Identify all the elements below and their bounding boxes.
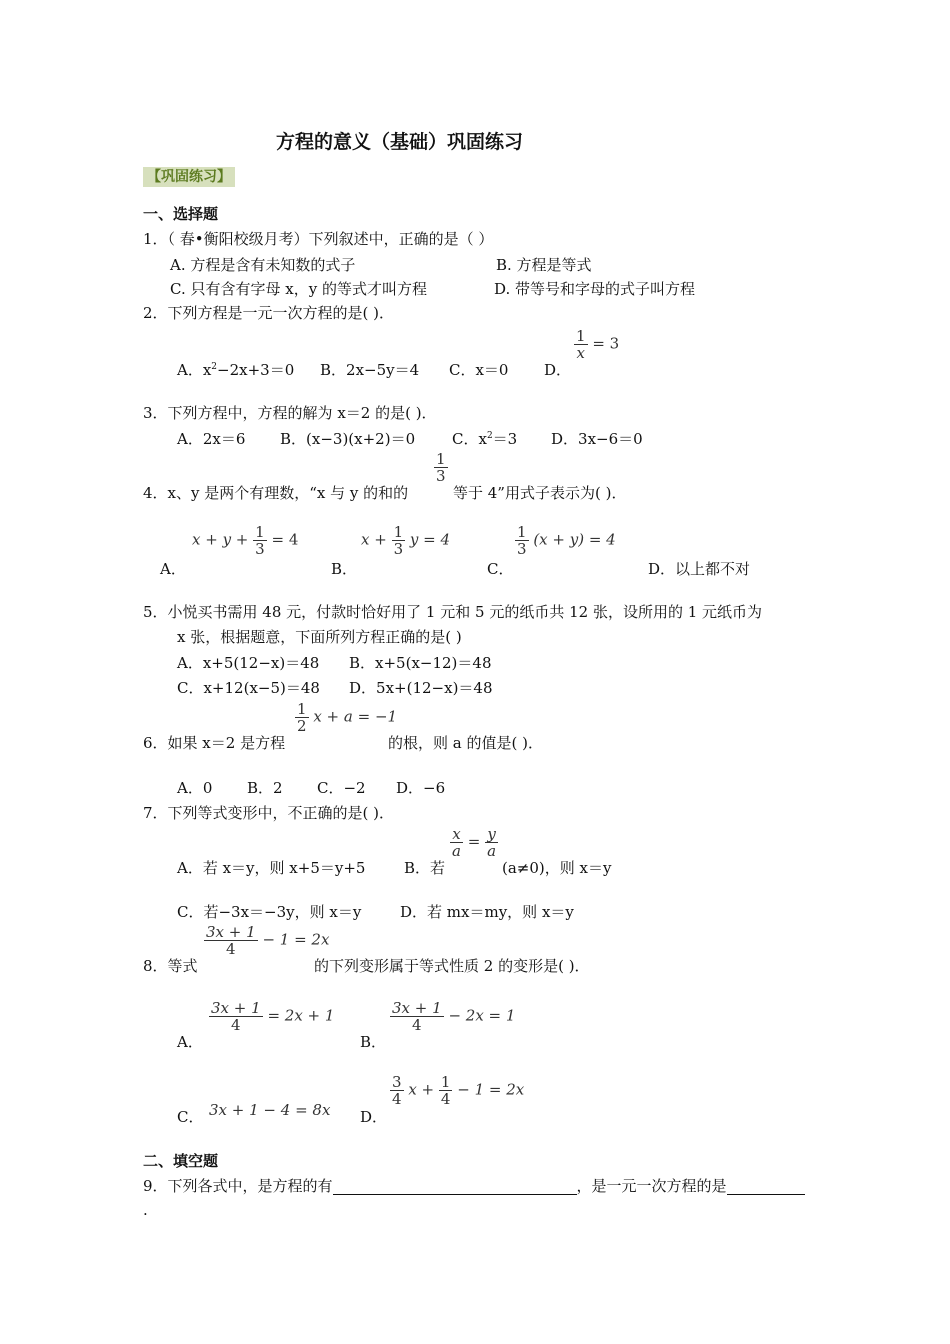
question-4-option-b-label: B．	[331, 560, 358, 578]
question-2-option-b: B．2x−5y＝4	[320, 361, 420, 379]
question-7-option-b-end: (a≠0)，则 x＝y	[502, 859, 612, 877]
question-5-stem-line-2: x 张，根据题意，下面所列方程正确的是( )	[177, 628, 462, 646]
question-9-period: .	[143, 1201, 148, 1219]
question-6-option-a: A．0	[177, 779, 213, 797]
question-8-stem-end: 的下列变形属于等式性质 2 的变形是( )．	[314, 957, 590, 975]
question-2-stem: 2．下列方程是一元一次方程的是( )．	[143, 304, 395, 322]
question-4-stem-fraction: $\frac{1}{3}$	[436, 450, 446, 485]
question-3-option-b: B．(x−3)(x+2)＝0	[280, 430, 416, 448]
question-5-option-c: C．x+12(x−5)＝48	[177, 679, 320, 697]
question-7-option-c: C．若−3x＝−3y，则 x＝y	[177, 903, 362, 921]
question-6-stem-start: 6．如果 x＝2 是方程	[143, 734, 286, 752]
question-7-option-a: A．若 x＝y，则 x+5＝y+5	[177, 859, 366, 877]
question-7-option-b-label: B．若	[404, 859, 446, 877]
question-8-equation: $\frac{3x + 1}{4}$ − 1 = 2x	[206, 923, 330, 958]
question-5-stem-line-1: 5．小悦买书需用 48 元，付款时恰好用了 1 元和 5 元的纸币共 12 张，设所用的 1 元纸币为	[143, 603, 763, 621]
question-9-blank-2[interactable]	[727, 1178, 805, 1195]
question-8-option-a-formula: $\frac{3x + 1}{4}$ = 2x + 1	[211, 999, 335, 1034]
question-3-option-d: D．3x−6＝0	[551, 430, 643, 448]
section-heading-fill-blank: 二、填空题	[143, 1152, 219, 1170]
question-3-stem: 3．下列方程中，方程的解为 x＝2 的是( )．	[143, 404, 437, 422]
question-3-option-a: A．2x＝6	[177, 430, 246, 448]
question-4-option-d: D．以上都不对	[648, 560, 751, 578]
question-5-option-b: B．x+5(x−12)＝48	[349, 654, 492, 672]
section-tag: 【巩固练习】	[143, 167, 235, 187]
question-8-option-d-formula: $\frac{3}{4}$ x + $\frac{1}{4}$ − 1 = 2x	[392, 1073, 525, 1108]
question-1-option-d: D. 带等号和字母的式子叫方程	[494, 280, 696, 298]
question-1-stem: 1．（ 春•衡阳校级月考）下列叙述中，正确的是（ ）	[143, 230, 494, 248]
question-8-option-c-formula: 3x + 1 − 4 = 8x	[209, 1101, 331, 1119]
question-5-option-d: D．5x+(12−x)＝48	[349, 679, 493, 697]
question-4-option-c-label: C．	[487, 560, 514, 578]
question-8-stem-start: 8．等式	[143, 957, 198, 975]
question-9-blank-1[interactable]	[333, 1178, 577, 1195]
question-4-option-a-formula: x + y + $\frac{1}{3}$ = 4	[192, 523, 299, 558]
question-1-option-c: C. 只有含有字母 x，y 的等式才叫方程	[170, 280, 427, 298]
question-3-option-c: C．$x^2=3$	[452, 430, 518, 448]
question-6-equation: $\frac{1}{2}$ x + a = −1	[297, 700, 398, 735]
question-9-line: 9．下列各式中，是方程的有 ，是一元一次方程的是	[143, 1177, 805, 1195]
question-4-stem-start: 4．x、y 是两个有理数，“x 与 y 的和的	[143, 484, 409, 502]
question-5-option-a: A．x+5(12−x)＝48	[177, 654, 320, 672]
question-8-option-b-formula: $\frac{3x + 1}{4}$ − 2x = 1	[392, 999, 516, 1034]
question-6-stem-end: 的根，则 a 的值是( )．	[388, 734, 543, 752]
section-heading-choice: 一、选择题	[143, 205, 219, 223]
question-1-option-a: A. 方程是含有未知数的式子	[170, 256, 356, 274]
question-4-option-b-formula: x + $\frac{1}{3}$ y = 4	[361, 523, 451, 558]
question-6-option-b: B．2	[247, 779, 283, 797]
question-7-option-d: D．若 mx＝my，则 x＝y	[400, 903, 574, 921]
question-8-option-b-label: B．	[360, 1033, 387, 1051]
page-title: 方程的意义（基础）巩固练习	[276, 131, 524, 153]
question-8-option-a-label: A．	[177, 1033, 203, 1051]
question-8-option-d-label: D．	[360, 1108, 388, 1126]
question-7-option-b-formula: $\frac{x}{a}$ = $\frac{y}{a}$	[452, 825, 497, 860]
question-2-option-d-formula: $\frac{1}{x}$ = 3	[576, 327, 620, 362]
question-6-option-d: D．−6	[396, 779, 446, 797]
question-2-option-d-label: D．	[544, 361, 572, 379]
question-8-option-c-label: C．	[177, 1108, 204, 1126]
question-6-option-c: C．−2	[317, 779, 366, 797]
question-2-option-c: C．x＝0	[449, 361, 509, 379]
question-7-stem: 7．下列等式变形中，不正确的是( )．	[143, 804, 395, 822]
question-4-option-a-label: A．	[160, 560, 186, 578]
question-4-option-c-formula: $\frac{1}{3}$ (x + y) = 4	[517, 523, 616, 558]
question-2-option-a: A．$x^2-2x+3=0$	[177, 361, 295, 379]
question-1-option-b: B. 方程是等式	[496, 256, 592, 274]
question-4-stem-end: 等于 4”用式子表示为( )．	[453, 484, 627, 502]
